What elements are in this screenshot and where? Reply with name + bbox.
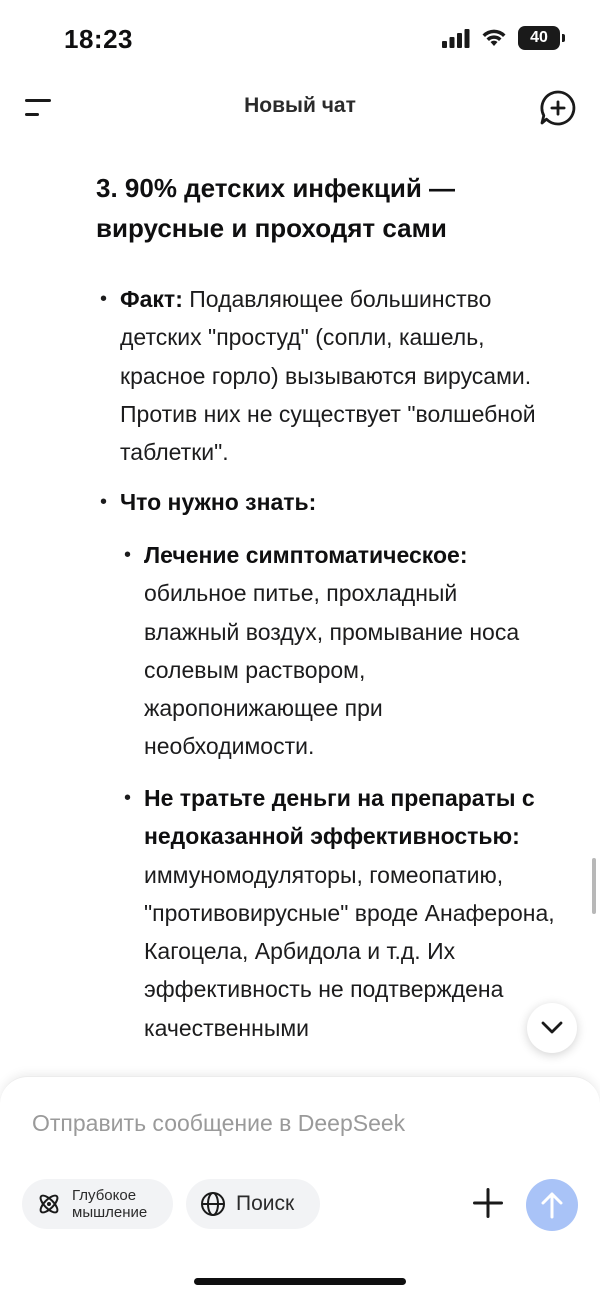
status-bar	[0, 0, 600, 80]
bullet-bold: Что нужно знать:	[120, 489, 317, 515]
deep-think-button[interactable]	[22, 1179, 173, 1229]
send-button[interactable]	[526, 1179, 578, 1231]
list-item: • Факт: Подавляющее большинство детских "простуд" (сопли, кашель, красное горло) вызываются вирусами. Против них не существует "волшебной таблетки".	[100, 286, 536, 466]
bullet-text: иммуномодуляторы, гомеопатию, "противовирусные" вроде Анаферона, Кагоцела, Арбидола и т.д. Их эффективность не подтверждена качественными	[144, 861, 555, 1041]
status-icons	[442, 26, 560, 50]
chevron-down-icon	[541, 1021, 563, 1035]
status-time: 18:23	[64, 24, 133, 54]
wifi-icon	[480, 28, 508, 48]
globe-icon	[200, 1191, 226, 1217]
new-chat-icon[interactable]	[538, 88, 578, 128]
home-indicator	[194, 1278, 406, 1285]
bullet-bold: Факт:	[120, 286, 183, 312]
message-input[interactable]	[32, 1105, 552, 1141]
bullet-bold: Лечение симптоматическое:	[144, 542, 468, 568]
scrollbar[interactable]	[592, 858, 596, 914]
section-heading: 3. 90% детских инфекций — вирусные и проходят сами	[96, 173, 456, 243]
bullet-text: Подавляющее большинство детских "простуд" (сопли, кашель, красное горло) вызываются вирусами. Против них не существует "волшебной таблетки".	[120, 286, 536, 466]
bullet-text: обильное питье, прохладный влажный воздух, промывание носа солевым раствором, жаропонижающее при необходимости.	[144, 580, 520, 760]
message-content	[0, 160, 600, 1080]
sub-list-item: • Не тратьте деньги на препараты с недоказанной эффективностью: иммуномодуляторы, гомеопатию, "противовирусные" вроде Анаферона, Кагоцела, Арбидола и т.д. Их эффективность не подтверждена качественными	[124, 785, 555, 1041]
list-item: • Что нужно знать:	[100, 489, 317, 515]
search-label: Поиск	[236, 1192, 295, 1215]
cellular-signal-icon	[442, 28, 470, 48]
attach-plus-icon[interactable]	[468, 1183, 508, 1223]
message-composer	[0, 1076, 600, 1297]
scroll-down-button[interactable]	[527, 1003, 577, 1053]
bullet-bold: Не тратьте деньги на препараты с недоказанной эффективностью:	[144, 785, 535, 850]
chat-header	[0, 80, 600, 136]
battery-icon	[518, 26, 560, 50]
atom-icon	[36, 1191, 62, 1217]
arrow-up-icon	[540, 1191, 564, 1219]
page-title: Новый чат	[244, 94, 356, 117]
search-button[interactable]	[186, 1179, 320, 1229]
deep-think-label: Глубокое мышление	[72, 1187, 148, 1221]
battery-level: 40	[530, 29, 548, 46]
sub-list-item: • Лечение симптоматическое: обильное питье, прохладный влажный воздух, промывание носа солевым раствором, жаропонижающее при необходимости.	[124, 542, 520, 760]
